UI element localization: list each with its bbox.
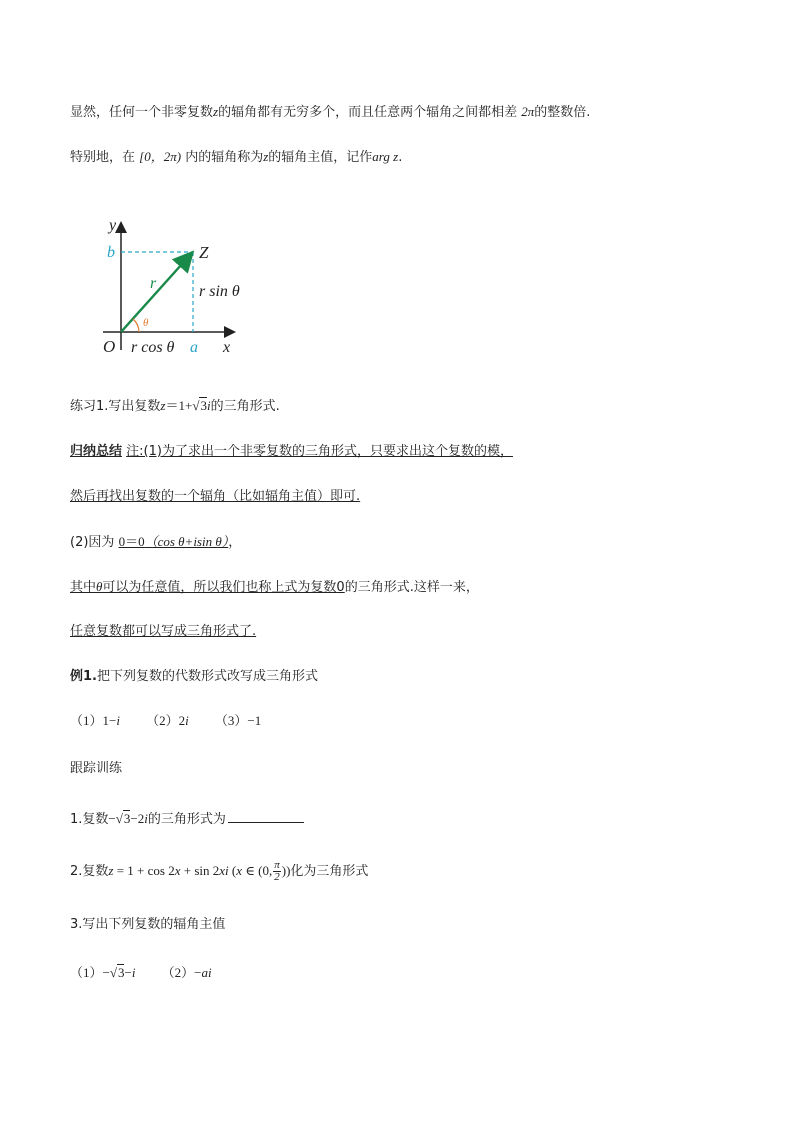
training-1: 1.复数−√3−2i的三角形式为 [70,810,304,829]
vector-oz [121,254,191,332]
label-r: r [150,275,157,292]
label-y: y [109,217,117,234]
sqrt-symbol: √3 [192,398,207,413]
summary-line-3: (2)因为 0＝0（cos θ+isin θ）， [70,534,242,550]
summary-line-4: 其中θ可以为任意值，所以我们也称上式为复数0的三角形式.这样一来， [70,579,479,595]
answer-blank[interactable] [228,810,304,823]
complex-plane-figure [95,210,255,360]
exercise-1: 练习1.写出复数z＝1+√3i的三角形式. [70,398,280,414]
angle-arc [133,319,139,332]
training-heading: 跟踪训练 [70,761,123,776]
sqrt-symbol: √3 [109,965,125,980]
sqrt-symbol: √3 [115,811,131,826]
summary-line-5: 任意复数都可以写成三角形式了. [70,624,257,639]
example-1-items: （1）1−i （2）2i （3）−1 [70,713,262,728]
training-3-items: （1）−√3−i （2）−ai [70,965,212,980]
paragraph-arg-infinite: 显然，任何一个非零复数z的辐角都有无穷多个，而且任意两个辐角之间都相差 2π的整数倍. [70,104,591,120]
summary-line-1: 归纳总结 注:(1)为了求出一个非零复数的三角形式，只要求出这个复数的模， [70,444,513,459]
label-rsin: r sin θ [199,283,240,300]
label-b: b [107,244,115,261]
label-theta: θ [143,317,149,329]
paragraph-principal-arg: 特别地，在 [0，2π) 内的辐角称为z的辐角主值，记作arg z. [70,149,403,165]
fraction-pi-over-2: $\frac{\pi}{2}$ [274,859,280,883]
label-o: O [103,337,116,356]
example-1: 例1.把下列复数的代数形式改写成三角形式 [70,669,318,684]
training-2: 2.复数z = 1 + cos 2x + sin 2xi (x ∈ (0, $\frac{\pi}{2}$ ))化为三角形式 [70,859,369,883]
label-a: a [190,339,198,356]
training-3: 3.写出下列复数的辐角主值 [70,917,226,932]
label-z: Z [199,243,209,262]
summary-line-2: 然后再找出复数的一个辐角（比如辐角主值）即可. [70,489,361,504]
label-rcos: r cos θ [131,339,175,356]
label-x: x [223,339,231,356]
